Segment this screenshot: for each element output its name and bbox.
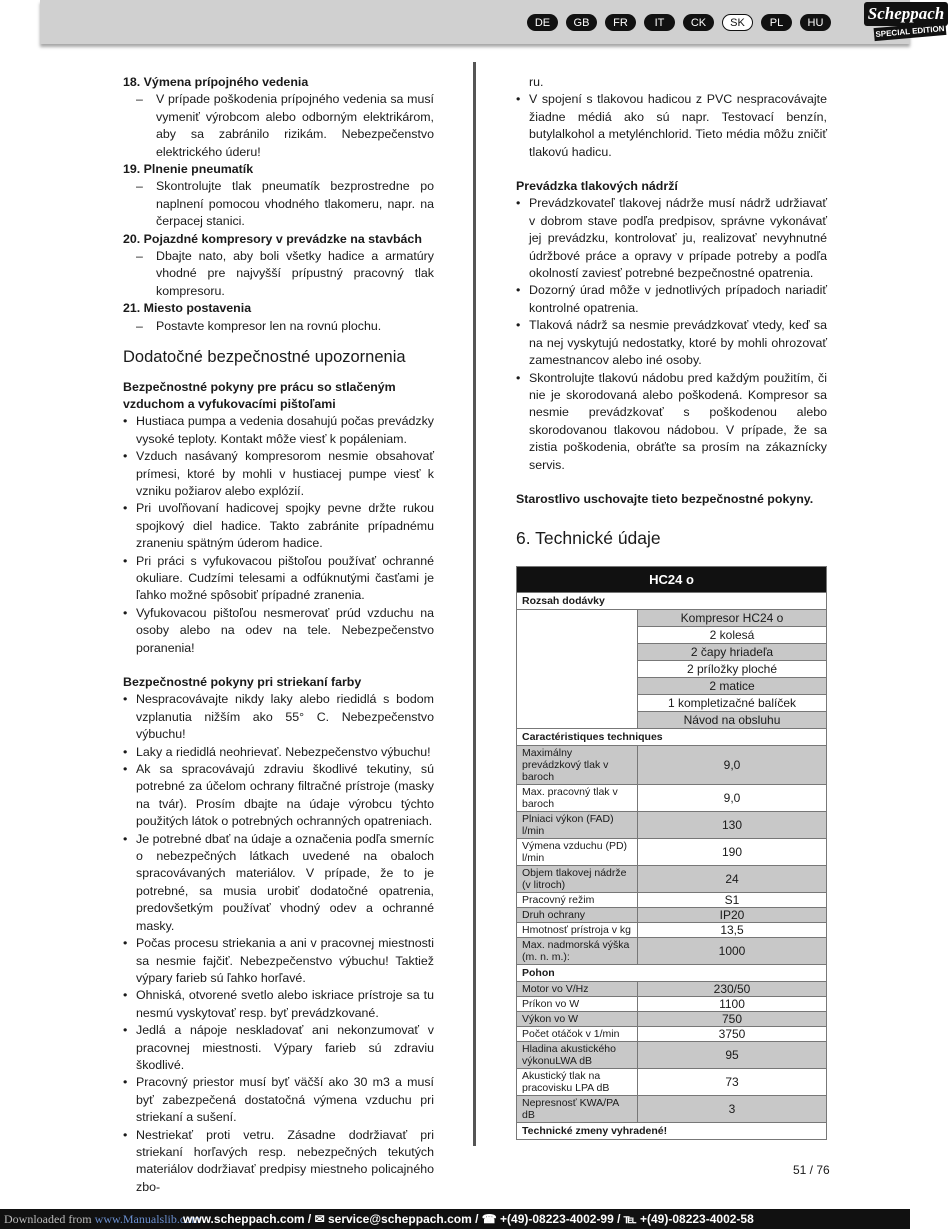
dash-item: – Dbajte nato, aby boli všetky hadice a armatúry vhodné pre najvyšší prípustný pracovný tlak kompresoru. bbox=[123, 248, 434, 300]
language-tab-fr[interactable]: FR bbox=[605, 14, 636, 31]
row-label: Hmotnosť prístroja v kg bbox=[517, 923, 638, 938]
row-label: Počet otáčok v 1/min bbox=[517, 1027, 638, 1042]
numbered-heading: 21. Miesto postavenia bbox=[123, 301, 252, 316]
table-row bbox=[517, 1012, 827, 1027]
table-row bbox=[517, 982, 827, 997]
row-value: 130 bbox=[638, 812, 827, 839]
section-label: Pohon bbox=[517, 965, 827, 982]
row-label: Hladina akustického výkonuLWA dB bbox=[517, 1042, 638, 1069]
spacer bbox=[516, 161, 827, 178]
row-value: IP20 bbox=[638, 908, 827, 923]
table-title: HC24 o bbox=[517, 567, 827, 593]
row-label: Pracovný režim bbox=[517, 893, 638, 908]
scope-row bbox=[517, 610, 827, 627]
downloaded-from: Downloaded from www.Manualslib.com bbox=[4, 1211, 201, 1226]
row-label: Výmena vzduchu (PD) l/min bbox=[517, 839, 638, 866]
row-label: Max. nadmorská výška (m. n. m.): bbox=[517, 938, 638, 965]
table-row bbox=[517, 938, 827, 965]
dash-item: – Postavte kompresor len na rovnú plochu. bbox=[123, 318, 434, 335]
column-divider bbox=[473, 62, 476, 1146]
bullet-item: • Vyfukovacou pištoľou nesmerovať prúd vzduchu na osoby alebo na odev na tele. Nebezpečenstvo poranenia! bbox=[123, 605, 434, 657]
row-value: 9,0 bbox=[638, 785, 827, 812]
table-row bbox=[517, 1042, 827, 1069]
bullet-item: • Počas procesu striekania a ani v pracovnej miestnosti sa nesmie fajčiť. Nebezpečenstvo výbuchu! Taktiež výpary farieb sú ľahko horľavé. bbox=[123, 935, 434, 987]
bullet-item: • Dozorný úrad môže v jednotlivých prípadoch nariadiť kontrolné opatrenia. bbox=[516, 282, 827, 317]
table-row bbox=[517, 785, 827, 812]
header-bar bbox=[40, 0, 945, 44]
continued-text: ru. bbox=[529, 75, 544, 89]
table-title-row bbox=[517, 567, 827, 593]
row-value: S1 bbox=[638, 893, 827, 908]
bullet-item: • Pri práci s vyfukovacou pištoľou používať ochranné okuliare. Cudzími telesami a odfúknutými časťami je ľahko možné spôsobiť prípadné zranenia. bbox=[123, 553, 434, 605]
right-column bbox=[516, 74, 827, 560]
numbered-heading: 19. Plnenie pneumatík bbox=[123, 162, 254, 177]
dash-item: – Skontrolujte tlak pneumatík bezprostredne po naplnení pomocou vhodného tlakomeru, napr. na čerpacej stanici. bbox=[123, 178, 434, 230]
dash-item: – V prípade poškodenia prípojného vedenia sa musí vymeniť výrobcom alebo odborným elektrikárom, aby sa zabránilo rizikám. Nebezpečenstvo elektrického úderu! bbox=[123, 91, 434, 161]
scope-item: 2 čapy hriadeľa bbox=[638, 644, 827, 661]
bullet-item: • Jedlá a nápoje neskladovať ani nekonzumovať v pracovnej miestnosti. Výpary farieb sú zdraviu škodlivé. bbox=[123, 1022, 434, 1074]
logo-brand: Scheppach bbox=[864, 2, 948, 26]
bullet-item: • Ohniská, otvorené svetlo alebo iskriace prístroje sa tu nesmú vyskytovať resp. byť prevádzkované. bbox=[123, 987, 434, 1022]
row-label: Výkon vo W bbox=[517, 1012, 638, 1027]
table-section-row bbox=[517, 593, 827, 610]
section-label: Rozsah dodávky bbox=[517, 593, 827, 610]
bullet-item: • Laky a riedidlá neohrievať. Nebezpečenstvo výbuchu! bbox=[123, 744, 434, 761]
spacer bbox=[123, 657, 434, 674]
numbered-heading: 20. Pojazdné kompresory v prevádzke na stavbách bbox=[123, 231, 422, 246]
bullet-item: • Nespracovávajte nikdy laky alebo riedidlá s bodom vzplanutia nižším ako 55° C. Nebezpečenstvo výbuchu! bbox=[123, 691, 434, 743]
table-row bbox=[517, 1096, 827, 1123]
chapter-heading: 6. Technické údaje bbox=[516, 528, 661, 549]
row-value: 95 bbox=[638, 1042, 827, 1069]
language-tab-pl[interactable]: PL bbox=[761, 14, 792, 31]
bullet-item: • Vzduch nasávaný kompresorom nesmie obsahovať prímesi, ktoré by mohli v hustiacej pumpe viesť k vzniku požiarov alebo explózií. bbox=[123, 448, 434, 500]
language-tabs bbox=[527, 14, 831, 31]
row-label: Akustický tlak na pracovisku LPA dB bbox=[517, 1069, 638, 1096]
table-row bbox=[517, 812, 827, 839]
language-tab-it[interactable]: IT bbox=[644, 14, 675, 31]
bullet-item: • Skontrolujte tlakovú nádobu pred každým použitím, či nie je skorodovaná alebo poškodená. Kompresor sa nesmie prevádzkovať s poškodenou alebo skorodovanou tlakovou nádobou. V prípade, že sa zistia poškodenia, obráťte sa prosím na zákaznícky servis. bbox=[516, 370, 827, 474]
bullet-item: • Pracovný priestor musí byť väčší ako 30 m3 a musí byť zabezpečená dostatočná výmena vzduchu pri striekaní a sušení. bbox=[123, 1074, 434, 1126]
scope-item: 2 matice bbox=[638, 678, 827, 695]
subsection-heading: Bezpečnostné pokyny pri striekaní farby bbox=[123, 675, 362, 689]
row-label: Nepresnosť KWA/PA dB bbox=[517, 1096, 638, 1123]
table-row bbox=[517, 746, 827, 785]
language-tab-de[interactable]: DE bbox=[527, 14, 558, 31]
row-value: 1000 bbox=[638, 938, 827, 965]
row-label: Maximálny prevádzkový tlak v baroch bbox=[517, 746, 638, 785]
spacer bbox=[516, 474, 827, 491]
bullet-item: • Tlaková nádrž sa nesmie prevádzkovať vtedy, keď sa na nej vyskytujú nedostatky, ktoré by mohli ohrozovať zamestnancov alebo iné osoby. bbox=[516, 317, 827, 369]
row-value: 13,5 bbox=[638, 923, 827, 938]
bullet-item: • Prevádzkovateľ tlakovej nádrže musí nádrž udržiavať v dobrom stave podľa predpisov, správne vykonávať jej prevádzku, kontrolovať ju, realizovať nevyhnutné údržbové práce a opravy v prípade potreby a podľa okolností zaviesť potrebné bezpečnostné opatrenia. bbox=[516, 195, 827, 282]
bullet-item: • Je potrebné dbať na údaje a označenia podľa smerníc o nebezpečných látkach uvedené na obaloch spracovávaných materiálov. V prípade, že to je potrebné, sa musia urobiť dodatočné opatrenia, predovšetkým používať vhodný odev a ochranné masky. bbox=[123, 831, 434, 935]
row-value: 73 bbox=[638, 1069, 827, 1096]
table-row bbox=[517, 908, 827, 923]
footer-contacts: www.scheppach.com / ✉ service@scheppach.com / ☎ +(49)-08223-4002-99 / ℡ +(49)-08223-4002-58 bbox=[183, 1212, 754, 1226]
scope-item: 1 kompletizačné balíček bbox=[638, 695, 827, 712]
bullet-item: • Ak sa spracovávajú zdraviu škodlivé tekutiny, sú potrebné za účelom ochrany filtračné prístroje (masky na tvár). Prosím dbajte na údaje výrobcu týchto použitých látok o potrebných ochranných opatreniach. bbox=[123, 761, 434, 831]
keep-instructions-note: Starostlivo uschovajte tieto bezpečnostné pokyny. bbox=[516, 491, 814, 506]
table-row bbox=[517, 997, 827, 1012]
left-column bbox=[123, 74, 434, 1196]
scheppach-logo bbox=[864, 2, 948, 42]
row-value: 750 bbox=[638, 1012, 827, 1027]
row-value: 3750 bbox=[638, 1027, 827, 1042]
numbered-heading: 18. Výmena prípojného vedenia bbox=[123, 75, 309, 89]
table-section-row bbox=[517, 729, 827, 746]
table-section-row bbox=[517, 965, 827, 982]
table-footnote-row bbox=[517, 1123, 827, 1140]
table-row bbox=[517, 1027, 827, 1042]
section-heading: Dodatočné bezpečnostné upozornenia bbox=[123, 348, 406, 367]
bullet-item: • Nestriekať proti vetru. Zásadne dodržiavať pri striekaní horľavých resp. nebezpečných tekutých materiálov dodržiavať predpisy miestneho policajného zbo- bbox=[123, 1127, 434, 1197]
table-footnote: Technické zmeny vyhradené! bbox=[517, 1123, 827, 1140]
row-value: 230/50 bbox=[638, 982, 827, 997]
subsection-heading: Bezpečnostné pokyny pre prácu so stlačeným vzduchom a vyfukovacími pištoľami bbox=[123, 379, 396, 411]
footer-bar bbox=[0, 1209, 910, 1229]
bullet-item: • V spojení s tlakovou hadicou z PVC nespracovávajte žiadne médiá ako sú napr. Testovací benzín, butylalkohol a metylénchlorid. Tieto média môžu zničiť tlakovú hadicu. bbox=[516, 91, 827, 161]
section-label: Caractéristiques techniques bbox=[517, 729, 827, 746]
technical-data-table bbox=[516, 566, 827, 1140]
row-label: Plniaci výkon (FAD) l/min bbox=[517, 812, 638, 839]
row-value: 3 bbox=[638, 1096, 827, 1123]
scope-item: Návod na obsluhu bbox=[638, 712, 827, 729]
row-value: 190 bbox=[638, 839, 827, 866]
row-value: 9,0 bbox=[638, 746, 827, 785]
row-label: Objem tlakovej nádrže (v litroch) bbox=[517, 866, 638, 893]
table-row bbox=[517, 866, 827, 893]
subsection-heading: Prevádzka tlakových nádrží bbox=[516, 179, 678, 194]
row-label: Príkon vo W bbox=[517, 997, 638, 1012]
scope-item: 2 kolesá bbox=[638, 627, 827, 644]
table-row bbox=[517, 1069, 827, 1096]
row-value: 1100 bbox=[638, 997, 827, 1012]
scope-item: 2 príložky ploché bbox=[638, 661, 827, 678]
table-row bbox=[517, 923, 827, 938]
language-tab-gb[interactable]: GB bbox=[566, 14, 597, 31]
row-label: Motor vo V/Hz bbox=[517, 982, 638, 997]
scope-blank-cell bbox=[517, 610, 638, 729]
row-label: Druh ochrany bbox=[517, 908, 638, 923]
page-number: 51 / 76 bbox=[793, 1163, 830, 1177]
logo-edition: SPECIAL EDITION bbox=[874, 22, 947, 41]
row-label: Max. pracovný tlak v baroch bbox=[517, 785, 638, 812]
scope-item: Kompresor HC24 o bbox=[638, 610, 827, 627]
row-value: 24 bbox=[638, 866, 827, 893]
bullet-item: • Hustiaca pumpa a vedenia dosahujú počas prevádzky vysoké teploty. Kontakt môže viesť k popáleniam. bbox=[123, 413, 434, 448]
manualslib-link[interactable]: www.Manualslib.com bbox=[94, 1211, 201, 1226]
language-tab-sk[interactable]: SK bbox=[722, 14, 753, 31]
language-tab-ck[interactable]: CK bbox=[683, 14, 714, 31]
language-tab-hu[interactable]: HU bbox=[800, 14, 831, 31]
table-row bbox=[517, 893, 827, 908]
table-row bbox=[517, 839, 827, 866]
bullet-item: • Pri uvoľňovaní hadicovej spojky pevne držte rukou spojkový diel hadice. Takto zabránite prípadnému zraneniu spätným úderom hadice. bbox=[123, 500, 434, 552]
